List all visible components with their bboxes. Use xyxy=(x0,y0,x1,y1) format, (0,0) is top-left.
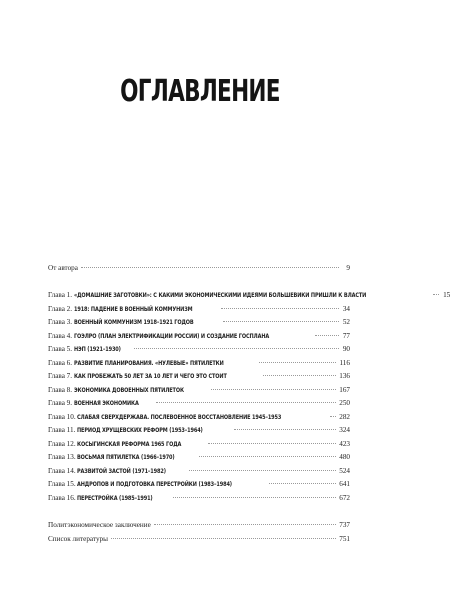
toc-entry[interactable] xyxy=(48,397,350,411)
dot-leader xyxy=(259,362,336,363)
chapter-title: НЭП (1921–1930) xyxy=(73,346,121,353)
toc-outro xyxy=(48,519,350,546)
toc-page-number: 167 xyxy=(339,385,350,394)
toc-intro xyxy=(48,262,350,276)
toc-page-number: 641 xyxy=(339,480,350,488)
toc-page-number: 480 xyxy=(339,453,350,461)
toc-entry-label: Список литературы xyxy=(48,534,108,543)
chapter-title: РАЗВИТОЙ ЗАСТОЙ (1971–1982) xyxy=(77,467,167,475)
toc-page-number: 15 xyxy=(443,291,450,299)
toc-page-number: 52 xyxy=(342,318,350,326)
dot-leader xyxy=(433,294,439,295)
dot-leader xyxy=(223,321,339,322)
toc-entry[interactable] xyxy=(48,533,350,547)
dot-leader xyxy=(173,497,337,498)
chapter-number: Глава 10. xyxy=(48,412,76,421)
dot-leader xyxy=(234,429,337,430)
chapter-title: ПЕРЕСТРОЙКА (1985–1991) xyxy=(77,494,154,502)
toc-chapters xyxy=(48,289,450,505)
toc-entry[interactable] xyxy=(48,451,350,465)
toc-entry[interactable] xyxy=(48,357,350,371)
toc-page-number: 524 xyxy=(339,466,350,475)
chapter-title: ВОСЬМАЯ ПЯТИЛЕТКА (1966–1970) xyxy=(77,454,176,461)
dot-leader xyxy=(81,267,339,268)
chapter-number: Глава 15. xyxy=(48,480,76,488)
toc-entry[interactable] xyxy=(48,492,350,506)
page-title: ОГЛАВЛЕНИЕ xyxy=(120,74,280,109)
toc-entry[interactable] xyxy=(48,343,350,357)
toc-entry[interactable] xyxy=(48,303,350,317)
toc-page-number: 250 xyxy=(339,399,350,407)
dot-leader xyxy=(134,348,339,349)
dot-leader xyxy=(263,375,336,376)
chapter-number: Глава 5. xyxy=(48,345,73,353)
chapter-number: Глава 12. xyxy=(48,439,76,448)
toc-entry[interactable] xyxy=(48,478,350,492)
chapter-title: ГОЭЛРО (ПЛАН ЭЛЕКТРИФИКАЦИИ РОССИИ) И СОЗДАНИЕ ГОСПЛАНА xyxy=(73,332,270,340)
dot-leader xyxy=(221,308,339,309)
toc-page-number: 751 xyxy=(339,534,350,543)
chapter-number: Глава 11. xyxy=(48,426,76,434)
chapter-title: СЛАБАЯ СВЕРХДЕРЖАВА. ПОСЛЕВОЕННОЕ ВОССТАНОВЛЕНИЕ 1945–1953 xyxy=(77,413,282,421)
chapter-number: Глава 13. xyxy=(48,453,76,461)
toc-page-number: 90 xyxy=(342,345,350,353)
chapter-title: ВОЕННАЯ ЭКОНОМИКА xyxy=(73,400,139,407)
dot-leader xyxy=(211,389,336,390)
dot-leader xyxy=(111,538,336,539)
toc-entry[interactable] xyxy=(48,289,450,303)
toc-page-number: 423 xyxy=(339,439,350,448)
chapter-number: Глава 2. xyxy=(48,304,73,313)
chapter-number: Глава 4. xyxy=(48,331,73,340)
dot-leader xyxy=(269,483,336,484)
toc-entry[interactable] xyxy=(48,262,350,276)
toc-page-number: 672 xyxy=(339,493,350,502)
chapter-title: 1918: ПАДЕНИЕ В ВОЕННЫЙ КОММУНИЗМ xyxy=(73,305,193,313)
chapter-title: РАЗВИТИЕ ПЛАНИРОВАНИЯ. «НУЛЕВЫЕ» ПЯТИЛЕТКИ xyxy=(73,359,224,367)
toc-entry[interactable] xyxy=(48,384,350,398)
toc-page-number: 324 xyxy=(339,426,350,434)
chapter-number: Глава 6. xyxy=(48,358,73,367)
toc-entry[interactable] xyxy=(48,411,350,425)
dot-leader xyxy=(330,416,337,417)
toc-page-number: 136 xyxy=(339,372,350,380)
toc-page-number: 77 xyxy=(342,331,350,340)
chapter-title: АНДРОПОВ И ПОДГОТОВКА ПЕРЕСТРОЙКИ (1983–1984) xyxy=(77,481,233,488)
toc-entry-label: Политэкономическое заключение xyxy=(48,521,151,529)
toc-entry[interactable] xyxy=(48,465,350,479)
dot-leader xyxy=(315,335,339,336)
chapter-title: ЭКОНОМИКА ДОВОЕННЫХ ПЯТИЛЕТОК xyxy=(73,386,184,394)
toc-page-number: 34 xyxy=(342,304,350,313)
chapter-title: ПЕРИОД ХРУЩЕВСКИХ РЕФОРМ (1953–1964) xyxy=(77,427,203,434)
toc-entry[interactable] xyxy=(48,519,350,533)
dot-leader xyxy=(156,402,336,403)
chapter-title: ВОЕННЫЙ КОММУНИЗМ 1918–1921 ГОДОВ xyxy=(73,319,194,326)
dot-leader xyxy=(208,443,337,444)
toc-page-number: 282 xyxy=(339,412,350,421)
toc-entry[interactable] xyxy=(48,438,350,452)
chapter-number: Глава 7. xyxy=(48,372,73,380)
chapter-number: Глава 9. xyxy=(48,399,73,407)
toc-entry[interactable] xyxy=(48,316,350,330)
toc-entry[interactable] xyxy=(48,424,350,438)
chapter-title: КОСЫГИНСКАЯ РЕФОРМА 1965 ГОДА xyxy=(77,440,182,448)
chapter-number: Глава 3. xyxy=(48,318,73,326)
chapter-number: Глава 16. xyxy=(48,493,76,502)
chapter-title: КАК ПРОБЕЖАТЬ 50 ЛЕТ ЗА 10 ЛЕТ И ЧЕГО ЭТО СТОИТ xyxy=(73,373,227,380)
toc-entry-label: От автора xyxy=(48,264,78,272)
chapter-title: «ДОМАШНИЕ ЗАГОТОВКИ»: С КАКИМИ ЭКОНОМИЧЕСКИМИ ИДЕЯМИ БОЛЬШЕВИКИ ПРИШЛИ К ВЛАСТИ xyxy=(73,292,367,299)
chapter-number: Глава 1. xyxy=(48,291,73,299)
dot-leader xyxy=(189,470,336,471)
toc-entry[interactable] xyxy=(48,370,350,384)
toc-page-number: 9 xyxy=(346,264,350,272)
toc-page-number: 116 xyxy=(339,358,350,367)
toc-page-number: 737 xyxy=(339,521,350,529)
chapter-number: Глава 14. xyxy=(48,466,76,475)
dot-leader xyxy=(199,456,336,457)
dot-leader xyxy=(154,524,336,525)
chapter-number: Глава 8. xyxy=(48,385,73,394)
toc-entry[interactable] xyxy=(48,330,350,344)
